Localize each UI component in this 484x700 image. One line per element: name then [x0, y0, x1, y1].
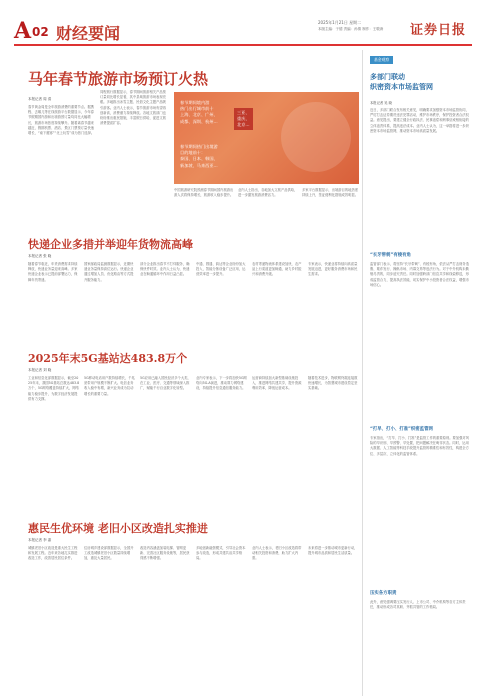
article-tourism-col3: 中国旅游研究院预测春节期间国内旅游出游人次将保持增长，旅游收入稳步提升。	[174, 188, 234, 198]
article-5g-col4: 业内专家表示，下一步将加快5G网络向5G-A演进，推动算力网络建设，持续提升信息通信服务能力。	[196, 376, 247, 391]
article-5g-col6: 随着技术进步，物联网终端连接数快速增长，为智慧城市建设奠定坚实基础。	[308, 376, 358, 391]
article-tourism-col5: 多家平台数据显示，出境游目的地热度持续上升，签证便利化措施成效明显。	[302, 188, 359, 198]
article-express-col6: 专家表示，快递业将持续向高质量发展迈进，更好服务消费市场和民生需求。	[308, 262, 358, 277]
column-subhead-2: “打早、打小、打准”织密监管网	[370, 427, 433, 432]
column-title-1: 多部门联动	[370, 73, 405, 81]
article-tourism-title: 马年春节旅游市场预订火热	[28, 70, 209, 88]
date-line: 2025年1月21日 星期二	[318, 20, 362, 25]
page-number: 02	[32, 25, 49, 39]
column-title-2: 织密资本市场监管网	[370, 83, 433, 91]
article-renovation-col2: 住房城乡建设部数据显示，全国开工改造城镇老旧小区数量持续增加，惠及大量居民。	[84, 546, 134, 561]
article-tourism-col4: 业内人士指出，各地加大文旅产品供给，进一步激发旅游消费活力。	[238, 188, 298, 198]
tourism-photo	[174, 92, 359, 184]
article-5g-byline: 本报记者 刘 晓	[28, 368, 52, 372]
article-5g-col1: 工业和信息化部数据显示，截至2025年末，我国5G基站总数达483.8万个，5G网络覆盖持续扩大，网络能力稳步提升，为数字经济发展提供有力支撑。	[28, 376, 80, 401]
caption-line: 春节期间热门出境游	[180, 144, 218, 149]
article-express-col1: 随着春节临近，年货消费需求持续释放，快递业务量迎来高峰。多家快递企业表示已提前部署运力，保障年货寄递。	[28, 262, 78, 282]
side-label: 北京…	[237, 122, 250, 127]
article-tourism-col2: 同程旅行数据显示，春节期间旅游相关产品预订量同比增长显著，其中县域旅游市场表现亮眼。多地推出冰雪主题、民俗文化主题产品吸引游客。业内人士表示，春节旅游市场有望再创新高，消费潜力持续释放。各地文旅部门也纷纷推出惠民措施，丰富假日供给，促进文旅消费提质扩容。	[100, 90, 166, 126]
column-byline: 本报记者 吴 晓	[370, 101, 392, 105]
caption-line: 成都、深圳、杭州…	[180, 118, 218, 124]
photo-decoration	[281, 102, 351, 172]
article-5g-col3: 5G应用已融入国民经济多个大类，在工业、医疗、交通等领域深入推广，赋能千行百业数字化转型。	[140, 376, 191, 391]
editor-line: 本版主编：于德 责编：孙倩 制作：王敬涛	[318, 27, 384, 31]
column-body-4: 此外，意见强调要压实发行人、上市公司、中介机构等各方主体责任，推动形成各司其职、齐抓共管的工作格局。	[370, 600, 466, 610]
article-tourism-byline: 本报记者 周 清	[28, 97, 52, 101]
column-divider	[362, 50, 363, 696]
masthead-rule	[14, 44, 472, 46]
article-express-col2: 国家邮政局监测数据显示，近期快递业务量保持高位运行。快递企业通过增加人员、优化路由等方式提升服务能力。	[84, 262, 134, 282]
article-express-title: 快递企业多措并举迎年货物流高峰	[28, 238, 193, 251]
column-subhead-3: 压实各方职责	[370, 591, 397, 596]
article-5g-title: 2025年末5G基站达483.8万个	[28, 352, 188, 365]
article-renovation	[14, 516, 361, 696]
side-label: 三亚、	[237, 110, 250, 115]
article-renovation-col1: 城镇老旧小区改造是重大民生工程和发展工程。近年来各地扎实推进改造工作，改善居民居住条件。	[28, 546, 78, 561]
article-renovation-title: 惠民生优环境 老旧小区改造扎实推进	[28, 522, 208, 535]
article-express	[14, 232, 361, 344]
column-subhead-1: “长牙带刺”有棱有角	[370, 253, 411, 258]
article-renovation-col4: 多地创新融资模式，引导社会资本参与改造，形成共建共治共享格局。	[196, 546, 246, 561]
column-body-2: 监管部门表示，将坚持“长牙带刺”、有棱有角，依法从严打击财务造假、欺诈发行、操纵市场、内幕交易等违法行为。对于中介机构未勤勉尽责的，同步追究责任。同时加强跨部门信息共享和线索移送，形成监管合力，提高执法效能，切实保护中小投资者合法权益，增强市场信心。	[370, 262, 470, 287]
side-label: 重庆、	[237, 116, 250, 121]
photo-side-labels	[234, 108, 253, 130]
brand-logo: 证券日报	[410, 23, 467, 38]
article-express-col3: 部分企业推出春节不打烊服务，确保快件时效。业内人士认为，快递业在畅通循环中作用日益凸显。	[140, 262, 190, 277]
article-express-col5: 农村寄递物流体系建设加快，农产品上行渠道更加畅通，助力乡村振兴和消费升级。	[252, 262, 302, 277]
article-5g	[14, 346, 361, 514]
section-title: 财经要闻	[56, 24, 121, 43]
photo-caption-domestic	[180, 100, 218, 125]
article-renovation-col3: 改造内容涵盖加装电梯、管网更新、完善社区服务设施等，居民获得感不断增强。	[140, 546, 190, 561]
column-body-3: 专家指出，“打早、打小、打准”是监管工作的重要原则。要加强对风险的早识别、早预警、早处置，把问题解决在萌芽状态。同时，运用大数据、人工智能等科技手段提升监管的精准性和有效性，构建全方位、多层次、立体化的监管体系。	[370, 436, 470, 456]
caption-line: 热门出行城市前十	[180, 106, 214, 112]
article-renovation-col6: 未来将进一步推动城市更新行动，提升城市品质和居民生活质量。	[308, 546, 358, 556]
caption-line: 新加坡、马来西亚…	[180, 162, 218, 168]
column-body-1: 近日，多部门联合发布相关意见，明确要求加强资本市场监管协同，严厉打击证券期货违法犯罪活动，维护市场秩序，保护投资者合法权益。意见提出，要建立健全行政执法、民事追偿和刑事惩戒相衔接的立体追责体系，提高违法成本。业内人士认为，这一举措将进一步织密资本市场监管网，推动资本市场高质量发展。	[370, 108, 469, 133]
column-tag: 基金观察	[370, 56, 393, 64]
caption-line: 目的地前十：	[180, 150, 206, 156]
page-letter: A	[14, 18, 32, 44]
article-express-col4: 中通、圆通、韵达等企业纷纷加大投入，智能分拣设备广泛应用，运营效率进一步提升。	[196, 262, 246, 277]
article-express-byline: 本报记者 张 晓	[28, 254, 52, 258]
article-5g-col2: 5G移动电话用户数持续增长，千兆宽带用户规模不断扩大。电信业务收入稳中有增，新兴业务成为拉动增长的重要力量。	[84, 376, 135, 396]
right-column	[366, 50, 474, 696]
article-renovation-col5: 业内人士表示，老旧小区改造将带动相关投资和消费，助力扩大内需。	[252, 546, 302, 561]
caption-line: 上海、北京、广州、	[180, 112, 218, 118]
article-5g-col5: 运营商持续加大新型基础设施投入，推进网络共建共享，提升资源利用效率，降低运营成本。	[252, 376, 302, 391]
photo-caption-outbound	[180, 144, 218, 169]
caption-line: 春节期间境内游	[180, 100, 210, 105]
article-renovation-byline: 本报记者 李 嘉	[28, 538, 52, 542]
article-tourism	[14, 50, 361, 230]
caption-line: 泰国、日本、韩国、	[180, 156, 218, 162]
article-tourism-col1: 春节黄金周是全年旅游消费的重要节点。据携程、去哪儿等在线旅游平台数据显示，今年春节假期国内游和出境游预订量均同比大幅增长，旅游市场热度持续攀升。随着离春节越来越近，假期机票、酒店、景区门票预订量快速增长，“南下避寒”“北上玩雪”成为热门选择。	[28, 105, 95, 136]
